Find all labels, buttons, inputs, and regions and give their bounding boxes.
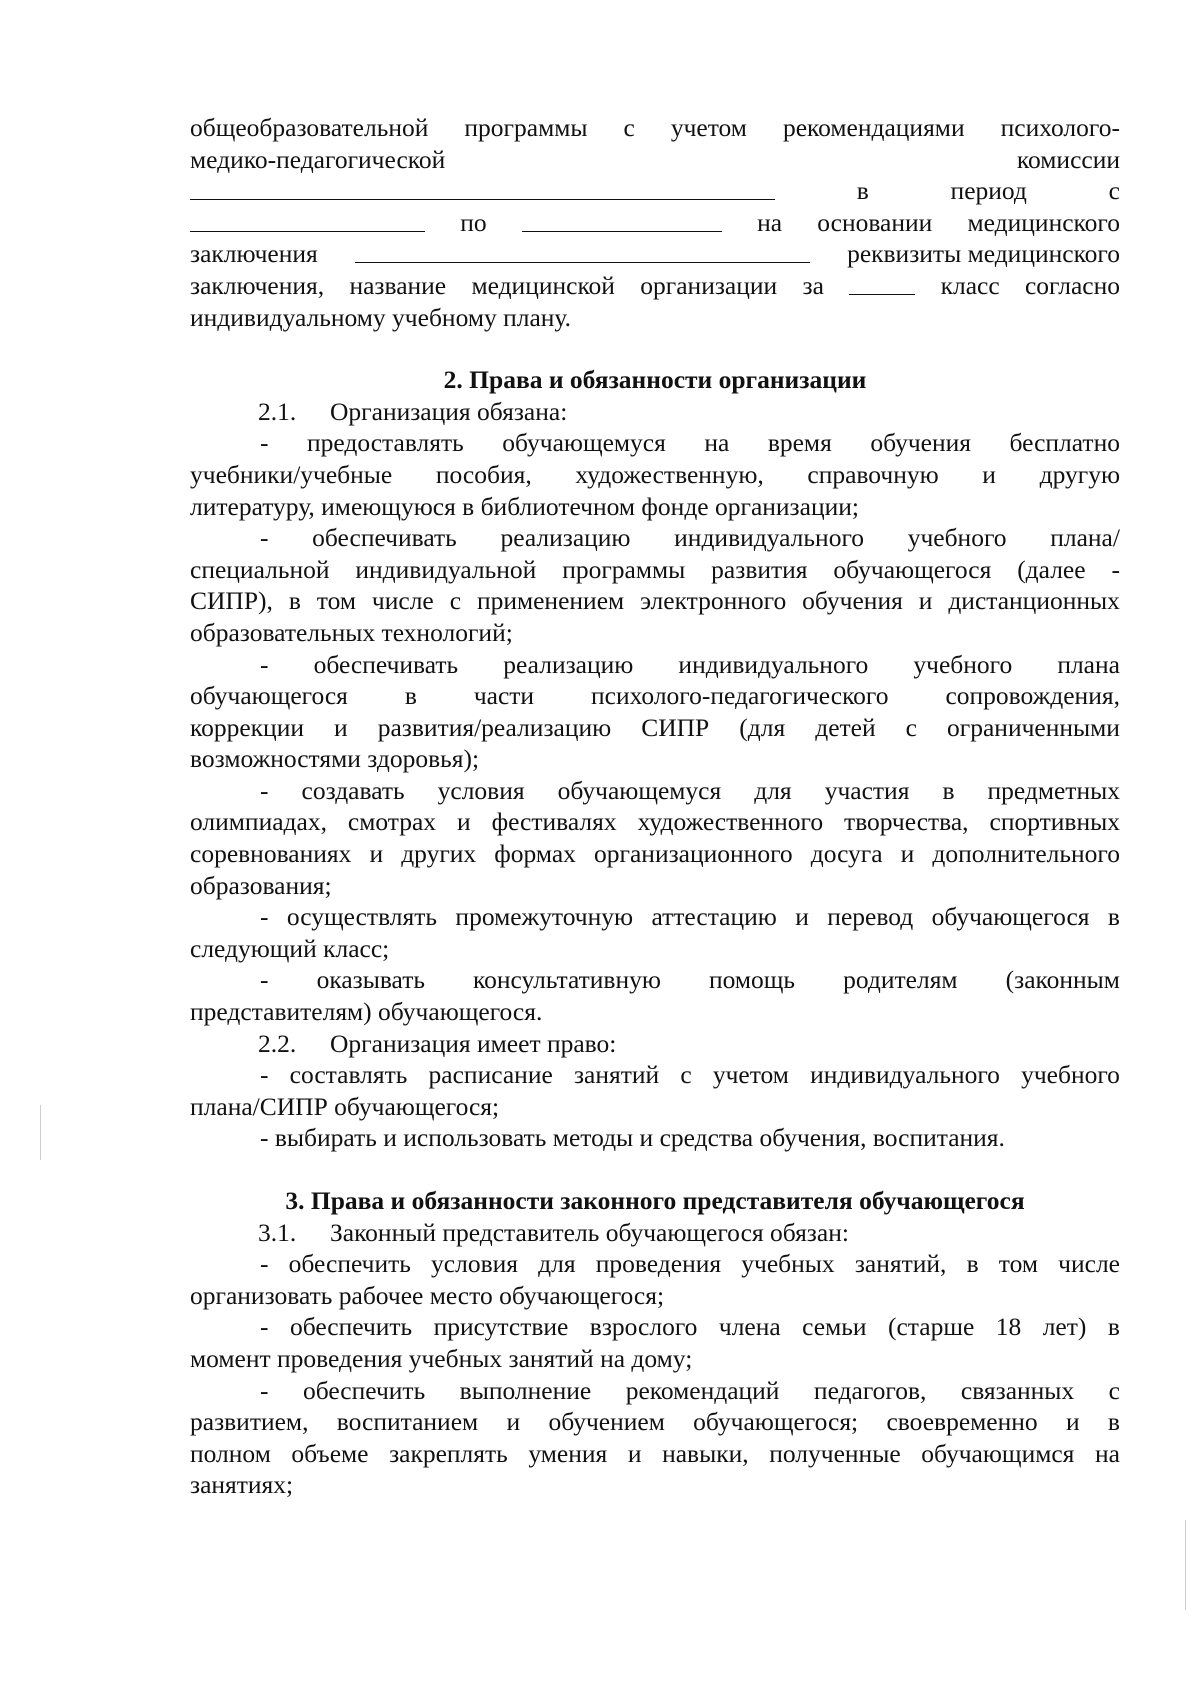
- text-line: [190, 491, 1120, 523]
- text-word: смотрах: [347, 807, 437, 837]
- text-line-content: организовать рабочее место обучающегося;: [190, 1280, 665, 1310]
- text-word: с: [449, 586, 462, 616]
- text-word: формах: [494, 839, 576, 869]
- text-word: название: [349, 270, 447, 300]
- text-line: [190, 1122, 1120, 1154]
- text-line: [190, 964, 1120, 996]
- text-word: навыки,: [662, 1438, 749, 1468]
- text-word: СИПР),: [190, 586, 273, 616]
- text-line-content: занятиях;: [190, 1470, 294, 1500]
- text-line: [190, 1311, 1120, 1343]
- text-word: в: [1107, 1312, 1120, 1342]
- text-word: лет): [1042, 1312, 1087, 1342]
- blank-field[interactable]: [190, 207, 425, 232]
- text-word: и: [795, 902, 809, 932]
- text-word: рекомендаций: [625, 1375, 780, 1405]
- text-word: выполнение: [459, 1375, 592, 1405]
- text-word: полученные: [769, 1438, 901, 1468]
- text-word: условия: [431, 1249, 519, 1279]
- text-word: (далее: [1017, 554, 1086, 584]
- blank-field[interactable]: [190, 175, 775, 200]
- text-word: -: [260, 902, 269, 932]
- blank-field[interactable]: [522, 207, 722, 232]
- text-word: с: [1108, 1375, 1120, 1405]
- text-word: -: [260, 1060, 269, 1090]
- text-line: [190, 1438, 1120, 1470]
- text-word: справочную: [807, 459, 939, 489]
- text-word: -: [260, 965, 269, 995]
- text-word: проведения: [595, 1249, 722, 1279]
- text-line: [190, 933, 1120, 965]
- text-line: [190, 427, 1120, 459]
- text-word: соревнованиях: [190, 839, 352, 869]
- text-word: для: [754, 775, 792, 805]
- text-word: учебных: [741, 1249, 835, 1279]
- text-word: учетом: [712, 1060, 789, 1090]
- scan-artifact: [1185, 1520, 1186, 1610]
- text-word: своевременно: [886, 1407, 1038, 1437]
- clause-title: Организация имеет право:: [330, 1028, 617, 1058]
- text-word: в: [1107, 1407, 1120, 1437]
- text-word: сопровождения,: [945, 681, 1120, 711]
- text-word: для: [538, 1249, 576, 1279]
- text-word: в: [856, 176, 869, 206]
- text-word: с: [623, 113, 635, 142]
- text-word: (для: [739, 712, 786, 742]
- text-word: плана/: [1050, 523, 1120, 553]
- text-word: бесплатно: [1009, 428, 1120, 458]
- text-word: психолого-: [1000, 113, 1120, 142]
- text-word: условия: [437, 775, 525, 805]
- text-word: заключения: [190, 239, 318, 269]
- text-line-content: - выбирать и использовать методы и средства обучения, воспитания.: [260, 1123, 1005, 1153]
- text-word: СИПР: [641, 712, 710, 742]
- text-line: [190, 870, 1120, 902]
- text-word: занятий: [573, 1060, 660, 1090]
- text-line-content: представителям) обучающегося.: [190, 997, 543, 1027]
- text-word: на: [1094, 1438, 1120, 1468]
- text-word: семьи: [802, 1312, 867, 1342]
- text-word: дополнительного: [932, 839, 1120, 869]
- text-word: педагогов,: [813, 1375, 927, 1405]
- text-line: [190, 617, 1120, 649]
- text-word: связанных: [960, 1375, 1075, 1405]
- text-line: [190, 996, 1120, 1028]
- text-word: аттестацию: [651, 902, 777, 932]
- text-word: обучающемуся: [502, 428, 666, 458]
- scan-artifact: [40, 1105, 41, 1160]
- text-word: психолого-педагогического: [591, 681, 889, 711]
- text-line: [190, 144, 1120, 176]
- text-word: класс: [940, 270, 1000, 300]
- text-word: с: [1108, 176, 1120, 206]
- text-word: период: [950, 176, 1027, 206]
- text-word: -: [260, 649, 269, 679]
- text-word: коррекции: [190, 712, 304, 742]
- text-word: художественного: [637, 807, 824, 837]
- text-word: дистанционных: [948, 586, 1120, 616]
- clause-number: 2.1.: [258, 396, 297, 426]
- text-line-content: образования;: [190, 870, 332, 900]
- text-word: детей: [815, 712, 876, 742]
- text-word: обеспечить: [302, 1375, 426, 1405]
- text-word: программы: [562, 554, 686, 584]
- text-word: обучающегося: [833, 554, 992, 584]
- text-line: [190, 522, 1120, 554]
- text-line: [190, 1375, 1120, 1407]
- text-word: взрослого: [589, 1312, 698, 1342]
- text-line: [190, 680, 1120, 712]
- text-word: досуга: [810, 839, 883, 869]
- text-word: за: [802, 270, 824, 300]
- text-word: согласно: [1024, 270, 1120, 300]
- clause-3-1: [190, 1217, 1120, 1249]
- text-word: создавать: [301, 775, 405, 805]
- text-word: индивидуального: [674, 523, 865, 553]
- text-word: фестивалях: [491, 807, 617, 837]
- text-line: [190, 1059, 1120, 1091]
- text-word: развитием,: [190, 1407, 309, 1437]
- text-word: промежуточную: [455, 902, 634, 932]
- text-word: -: [260, 523, 269, 553]
- text-word: обучения: [802, 586, 903, 616]
- text-line: [190, 775, 1120, 807]
- text-word: в: [404, 681, 417, 711]
- text-word: с: [680, 1060, 692, 1090]
- blank-field[interactable]: [355, 238, 810, 263]
- text-word: другую: [1039, 459, 1120, 489]
- text-word: учебники/учебные: [190, 459, 393, 489]
- text-line: [190, 901, 1120, 933]
- text-word: индивидуального: [810, 1060, 1000, 1090]
- text-line: [190, 1343, 1120, 1375]
- text-line: [190, 585, 1120, 617]
- text-word: обучающегося: [931, 902, 1090, 932]
- text-word: 18: [995, 1312, 1022, 1342]
- text-word: в: [966, 1249, 979, 1279]
- text-word: обеспечивать: [313, 649, 459, 679]
- text-word: медицинской: [471, 270, 615, 300]
- text-word: обучения: [870, 428, 971, 458]
- clause-2-1: [190, 396, 1120, 428]
- text-line: [190, 459, 1120, 491]
- text-word: участия: [824, 775, 910, 805]
- text-word: обучением: [548, 1407, 665, 1437]
- document-body: [190, 112, 1120, 1501]
- text-word: члена: [718, 1312, 781, 1342]
- blank-field[interactable]: [849, 270, 915, 295]
- text-word: и: [1065, 1407, 1080, 1437]
- text-line: [190, 712, 1120, 744]
- text-word: и: [456, 807, 471, 837]
- text-word: консультативную: [473, 965, 661, 995]
- text-word: -: [260, 428, 269, 458]
- text-word: и: [900, 839, 915, 869]
- text-word: по: [460, 207, 487, 237]
- text-word: расписание: [428, 1060, 553, 1090]
- text-word: развития/реализацию: [377, 712, 612, 742]
- text-word: индивидуальной: [355, 554, 537, 584]
- text-word: -: [260, 1312, 269, 1342]
- text-word: заключения,: [190, 270, 325, 300]
- text-word: помощь: [709, 965, 796, 995]
- text-word: пособия,: [435, 459, 532, 489]
- text-word: ограниченными: [947, 712, 1120, 742]
- text-word: в: [942, 775, 955, 805]
- text-word: индивидуального: [678, 649, 869, 679]
- text-line: [190, 1406, 1120, 1438]
- text-word: обеспечить: [288, 1249, 411, 1279]
- section-heading: 2. Права и обязанности организации: [443, 365, 867, 395]
- text-word: и: [334, 712, 348, 742]
- text-word: развития: [711, 554, 808, 584]
- text-word: с: [905, 712, 917, 742]
- text-word: на: [704, 428, 730, 458]
- text-line: [190, 302, 1120, 334]
- text-word: родителям: [843, 965, 958, 995]
- text-word: обучающегося;: [693, 1407, 859, 1437]
- text-word: реализацию: [500, 523, 631, 553]
- text-line: [190, 1469, 1120, 1501]
- text-word: учебного: [913, 649, 1013, 679]
- text-word: программы: [464, 113, 588, 142]
- text-word: олимпиадах,: [190, 807, 327, 837]
- text-line: [190, 1248, 1120, 1280]
- text-word: -: [260, 1249, 269, 1279]
- text-word: числе: [371, 586, 434, 616]
- text-word: организационного: [594, 839, 793, 869]
- text-word: творчества,: [844, 807, 969, 837]
- text-word: занятий,: [854, 1249, 947, 1279]
- text-line: [190, 838, 1120, 870]
- text-line: [190, 554, 1120, 586]
- text-word: (старше: [888, 1312, 975, 1342]
- text-word: медико-педагогической: [190, 144, 446, 174]
- section-heading: 3. Права и обязанности законного представителя обучающегося: [285, 1186, 1025, 1215]
- text-word: реализацию: [503, 649, 634, 679]
- text-word: составлять: [289, 1060, 408, 1090]
- text-word: и: [918, 586, 933, 616]
- text-word: организации: [640, 270, 778, 300]
- text-word: оказывать: [316, 965, 425, 995]
- text-line: [190, 238, 1120, 270]
- text-line-content: возможностями здоровья);: [190, 744, 480, 774]
- text-word: учетом: [670, 113, 747, 142]
- text-word: полном: [190, 1438, 271, 1468]
- text-line: [190, 112, 1120, 144]
- clause-number: 3.1.: [258, 1217, 297, 1247]
- text-word: художественную,: [575, 459, 764, 489]
- text-word: закреплять: [389, 1438, 508, 1468]
- text-word: других: [401, 839, 477, 869]
- text-line-content: литературу, имеющуюся в библиотечном фонде организации;: [190, 491, 859, 521]
- text-word: и: [506, 1407, 521, 1437]
- text-word: -: [260, 775, 269, 805]
- clause-number: 2.2.: [258, 1028, 297, 1058]
- text-word: время: [767, 428, 832, 458]
- text-word: -: [1111, 554, 1120, 584]
- text-line: [190, 270, 1120, 302]
- text-word: основании: [817, 207, 933, 237]
- text-word: комиссии: [1016, 144, 1120, 174]
- text-word: применением: [476, 586, 625, 616]
- text-line: [190, 1280, 1120, 1312]
- text-word: специальной: [190, 554, 330, 584]
- text-word: умения: [528, 1438, 608, 1468]
- text-word: плана: [1057, 649, 1120, 679]
- text-word: -: [260, 1375, 269, 1405]
- text-word: и: [369, 839, 384, 869]
- text-line-content: следующий класс;: [190, 933, 390, 963]
- text-word: присутствие: [433, 1312, 569, 1342]
- text-line-content: плана/СИПР обучающегося;: [190, 1091, 500, 1121]
- text-word: части: [473, 681, 535, 711]
- text-line: [190, 649, 1120, 681]
- text-word: воспитанием: [336, 1407, 479, 1437]
- text-word: общеобразовательной: [190, 113, 429, 142]
- text-word: спортивных: [989, 807, 1120, 837]
- text-word: том: [998, 1249, 1038, 1279]
- text-word: учебного: [1021, 1060, 1120, 1090]
- text-word: обучающимся: [921, 1438, 1075, 1468]
- text-word: объеме: [291, 1438, 369, 1468]
- text-word: обучающегося: [190, 681, 348, 711]
- clause-title: Организация обязана:: [330, 396, 568, 426]
- text-word: предметных: [987, 775, 1120, 805]
- text-word: рекомендациями: [782, 113, 965, 142]
- text-word: перевод: [827, 902, 914, 932]
- text-word: в: [288, 586, 301, 616]
- text-word: и: [627, 1438, 642, 1468]
- text-word: (законным: [1005, 965, 1120, 995]
- text-word: на: [757, 207, 783, 237]
- text-line-content: момент проведения учебных занятий на дому;: [190, 1343, 693, 1373]
- text-word: обучающемуся: [557, 775, 722, 805]
- text-word: реквизиты медицинского: [847, 239, 1120, 269]
- text-word: и: [982, 459, 996, 489]
- clause-2-2: [190, 1028, 1120, 1060]
- clause-title: Законный представитель обучающегося обязан:: [330, 1217, 849, 1247]
- text-line: [190, 1091, 1120, 1123]
- text-word: обеспечить: [289, 1312, 413, 1342]
- text-word: том: [316, 586, 356, 616]
- text-word: медицинского: [967, 207, 1120, 237]
- text-line-content: образовательных технологий;: [190, 617, 513, 647]
- text-line: [190, 743, 1120, 775]
- text-word: обеспечивать: [312, 523, 457, 553]
- text-word: учебного: [907, 523, 1007, 553]
- text-line: [190, 806, 1120, 838]
- text-line: [190, 175, 1120, 207]
- text-line: [190, 207, 1120, 239]
- text-word: предоставлять: [307, 428, 464, 458]
- text-word: осуществлять: [286, 902, 438, 932]
- text-line-content: индивидуальному учебному плану.: [190, 302, 572, 332]
- text-word: в: [1107, 902, 1120, 932]
- text-word: числе: [1058, 1249, 1120, 1279]
- text-word: электронного: [640, 586, 787, 616]
